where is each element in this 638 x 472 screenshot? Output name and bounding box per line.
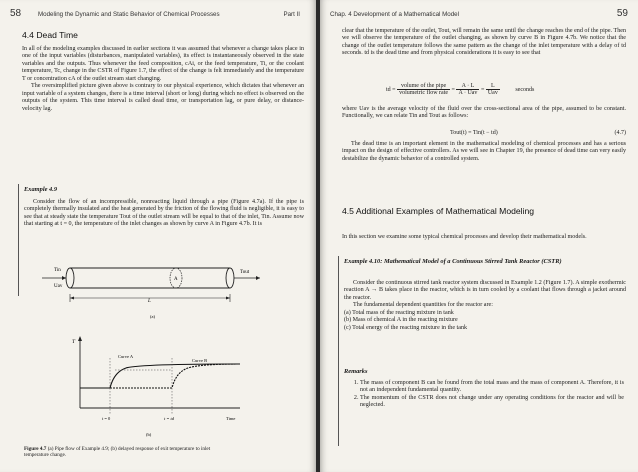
eq-sign: =	[480, 86, 485, 93]
subfigure-b-label: (b)	[146, 432, 152, 437]
eq-expr: Tout(t) = Tin(t − td)	[450, 130, 498, 136]
length-label: L	[148, 299, 151, 304]
running-head-right	[330, 10, 628, 24]
caption-text: (a) Pipe flow of Example 4.9; (b) delayed response of exit temperature to inlet temperature change.	[24, 446, 211, 459]
running-title-left: Modeling the Dynamic and Static Behavior of Chemical Processes	[38, 11, 220, 18]
equation-4-7	[450, 130, 498, 136]
dead-time-text	[22, 46, 304, 113]
caption-label: Figure 4.7	[24, 446, 47, 452]
list-item: (b) Mass of chemical A in the reacting mixture	[344, 317, 458, 324]
remarks-list	[348, 380, 624, 410]
right-page	[320, 0, 638, 472]
remark-item: 1. The mass of component B can be found from the total mass and the mass of component A. Therefore, it is not an independent fundamental quantity.	[360, 380, 624, 395]
eq-sign: =	[451, 86, 455, 93]
frac-den: volumetric flow rate	[399, 90, 449, 96]
curve-b	[80, 364, 240, 388]
example-4-10-text	[344, 280, 626, 332]
curve-a	[80, 364, 240, 388]
example-4-9-title: Example 4.9	[24, 186, 58, 193]
frac-num: volume of the pipe	[397, 83, 450, 90]
dead-time-continued-text	[342, 28, 626, 58]
running-title-right: Chap. 4 Development of a Mathematical Model	[330, 11, 459, 18]
running-head-left	[10, 10, 306, 24]
example-4-9-text	[24, 199, 304, 229]
frac-den: A · Uav	[458, 90, 478, 96]
paragraph: In this section we examine some typical chemical processes and develop their mathematical models.	[342, 234, 587, 240]
paragraph: clear that the temperature of the outlet, Tout, will remain the same until the change reaches the end of the pipe. Then we will observe the temperature of the outlet changing, as shown by curve B in Figure 4.7b. We notice that the change of the outlet temperature follows the same pattern as the change of the inlet temperature with a delay of td seconds. td is the dead time and from physical considerations it is easy to see that	[342, 28, 626, 57]
response-plot	[72, 336, 240, 437]
page-number-right: 59	[616, 8, 628, 19]
figure-caption	[24, 446, 214, 459]
section-heading-4-5: 4.5 Additional Examples of Mathematical Modeling	[342, 206, 535, 216]
time-axis-label: Time	[226, 416, 236, 421]
dead-time-equation	[386, 83, 534, 96]
part-label: Part II	[283, 11, 300, 18]
page-number-left: 58	[10, 8, 22, 19]
example-4-10-title: Example 4.10: Mathematical Model of a Continuous Stirred Tank Reactor (CSTR)	[344, 258, 562, 265]
paragraph: Consider the flow of an incompressible, nonreacting liquid through a pipe (Figure 4.7a). If the pipe is completely thermally insulated and the heat generated by the friction of the flowing fluid is negligible, it is easy to see that at steady state the temperature Tout of the outlet stream will be equal to that of the inlet, Tin. Assume now that starting at t = 0, the temperature of the inlet changes as shown by curve A in Figure 4.7b. It is	[24, 199, 304, 228]
fraction-area	[456, 83, 479, 96]
tout-label: Tout	[240, 270, 250, 275]
fraction-volume	[397, 83, 450, 96]
left-page	[0, 0, 316, 472]
velocity-text	[342, 106, 626, 121]
fraction-velocity	[486, 83, 500, 96]
example-margin-bar	[338, 256, 339, 446]
paragraph: Consider the continuous stirred tank reactor system discussed in Example 1.2 (Figure 1.7). A simple exothermic reaction A → B takes place in the reactor, which is in turn cooled by a coolant that flows through a jacket around the reactor.	[344, 280, 626, 301]
pipe-diagram	[42, 268, 260, 319]
frac-num: L	[486, 83, 500, 90]
tin-label: Tin	[54, 268, 61, 273]
eq-lhs: td =	[386, 86, 396, 93]
y-axis-label: T	[72, 339, 76, 345]
curve-a-label: Curve A	[118, 354, 134, 359]
remark-item: 2. The momentum of the CSTR does not change under any operating conditions for the reactor and will be neglected.	[360, 395, 624, 410]
list-item: (a) Total mass of the reacting mixture in tank	[344, 309, 454, 316]
equation-number: (4.7)	[614, 130, 626, 136]
uav-label: Uav	[54, 284, 63, 289]
paragraph: The oversimplified picture given above is contrary to our physical experience, which dictates that whenever an input variable of a system changes, there is a time interval (short or long) during which no effect is observed on the outputs of the system. This time interval is called dead time, or transportation lag, or pure delay, or distance-velocity lag.	[22, 83, 304, 112]
paragraph: In all of the modeling examples discussed in earlier sections it was assumed that whenever a change takes place in one of the input variables (disturbances, manipulated variables), its effect is instantaneously observed in the state variables and the outputs. Thus whenever the feed composition, cAi, or the feed temperature, Ti, or the coolant temperature, Tc, change in the CSTR of Figure 1.7, the effect of the change is felt immediately and the temperature T or concentration cA of the outlet stream start changing.	[22, 46, 304, 82]
remarks-title: Remarks	[344, 368, 368, 375]
frac-den: Uav	[487, 90, 498, 96]
paragraph: The dead time is an important element in the mathematical modeling of chemical processes and has a serious impact on the design of effective controllers. As we will see in Chapter 19, the presence of dead time can very easily destabilize the dynamic behavior of a controlled system.	[342, 141, 626, 162]
curve-b-label: Curve B	[192, 358, 208, 363]
section-heading-4-4: 4.4 Dead Time	[22, 30, 78, 40]
paragraph: The fundamental dependent quantities for the reactor are:	[353, 302, 493, 309]
subfigure-a-label: (a)	[150, 314, 155, 319]
eq-unit: seconds	[515, 86, 535, 93]
dead-time-importance-text	[342, 141, 626, 163]
list-item: (c) Total energy of the reacting mixture in the tank	[344, 324, 468, 331]
paragraph: where Uav is the average velocity of the fluid over the cross-sectional area of the pipe, assumed to be constant. Functionally, we can relate Tin and Tout as follows:	[342, 106, 626, 120]
td-label: t = td	[164, 416, 175, 421]
figure-4-7	[40, 258, 280, 458]
area-label: A	[174, 277, 178, 282]
t0-label: t = 0	[102, 416, 111, 421]
section-intro-text	[342, 234, 626, 241]
frac-num: A · L	[456, 83, 479, 90]
remarks-ol	[348, 380, 624, 410]
example-margin-bar	[18, 184, 19, 296]
